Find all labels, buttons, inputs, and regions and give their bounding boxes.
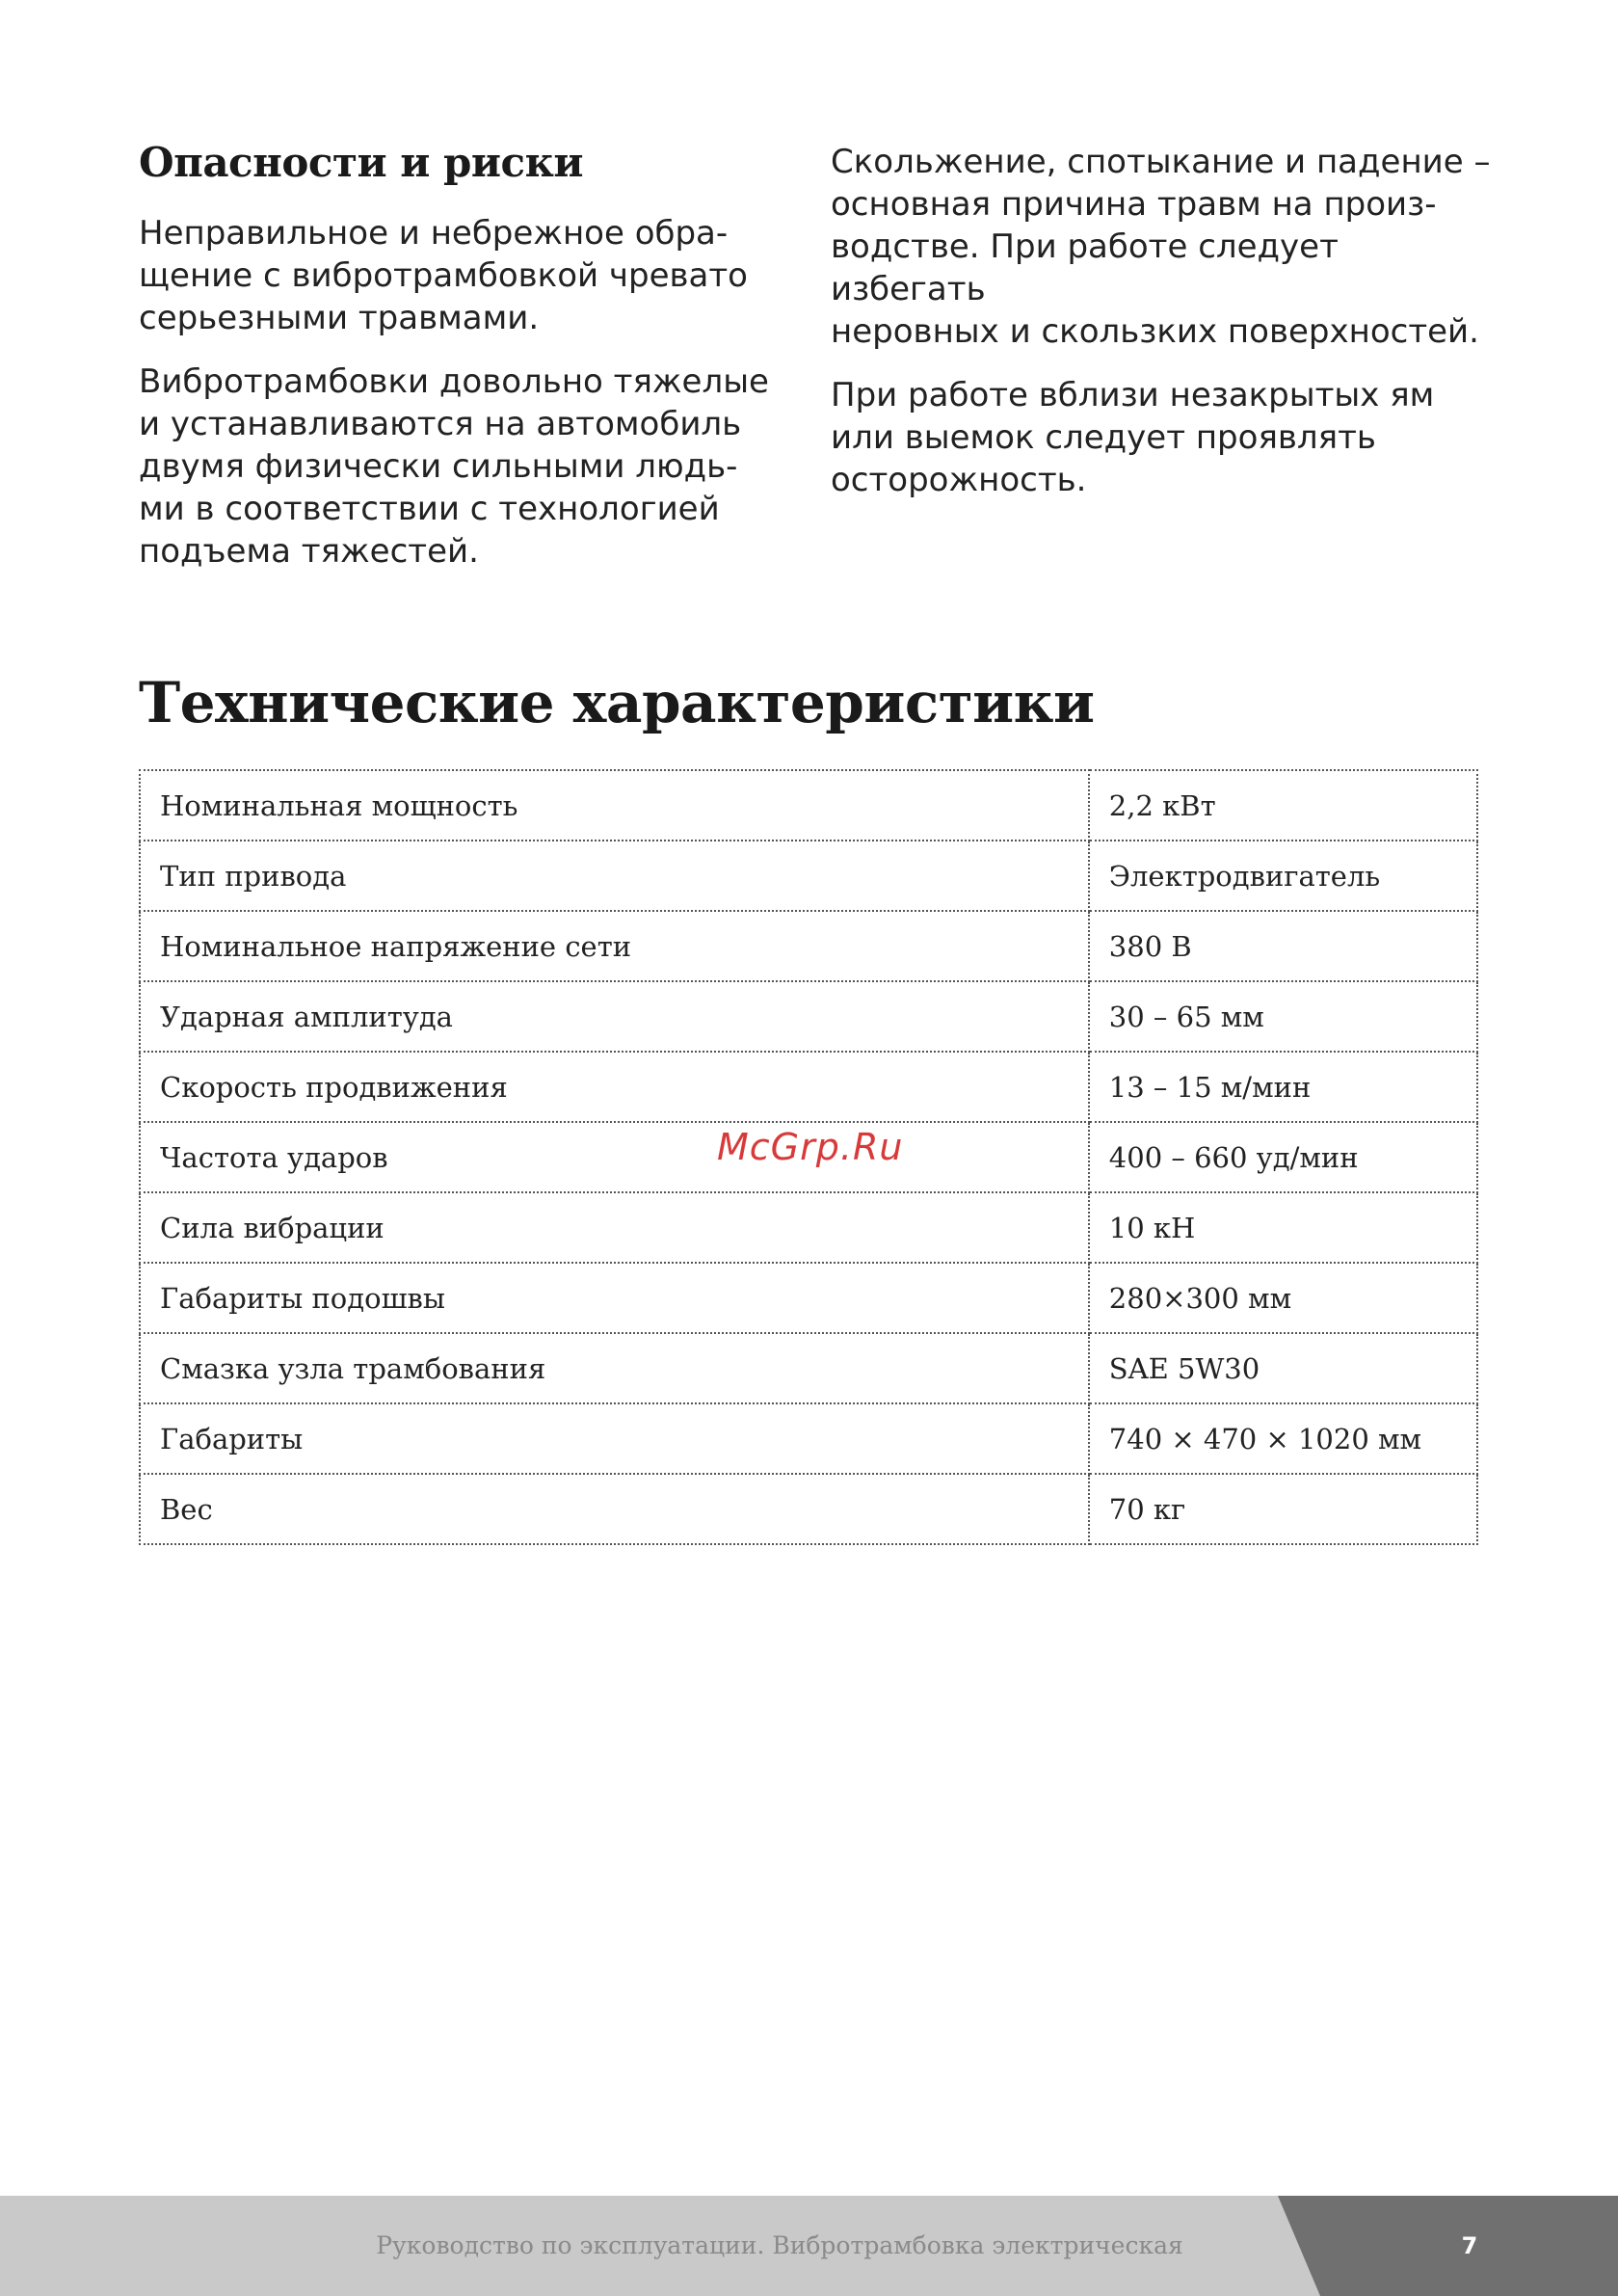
hazards-paragraph bbox=[831, 141, 1496, 353]
hazards-line: основная причина травм на произ- bbox=[831, 185, 1437, 224]
spec-name: Тип привода bbox=[140, 841, 1089, 911]
hazards-line: щение с вибротрамбовкой чревато bbox=[139, 256, 748, 296]
spec-row bbox=[140, 1263, 1477, 1333]
spec-value: 740 × 470 × 1020 мм bbox=[1089, 1403, 1477, 1474]
spec-row bbox=[140, 1192, 1477, 1263]
hazards-paragraph bbox=[139, 212, 775, 339]
spec-row bbox=[140, 1403, 1477, 1474]
hazards-line: и устанавливаются на автомобиль bbox=[139, 405, 742, 444]
hazards-line: Скольжение, спотыкание и падение – bbox=[831, 143, 1491, 181]
spec-value: 13 – 15 м/мин bbox=[1089, 1052, 1477, 1122]
hazards-line: подъема тяжестей. bbox=[139, 532, 479, 572]
hazards-right-column bbox=[831, 141, 1505, 522]
spec-name: Габариты подошвы bbox=[140, 1263, 1089, 1333]
spec-row bbox=[140, 841, 1477, 911]
spec-name: Скорость продвижения bbox=[140, 1052, 1089, 1122]
page-number: 7 bbox=[1461, 2232, 1478, 2259]
spec-value: Электродвигатель bbox=[1089, 841, 1477, 911]
hazards-line: двумя физически сильными людь- bbox=[139, 447, 738, 487]
hazards-line: неровных и скользких поверхностей. bbox=[831, 312, 1479, 351]
hazards-paragraph bbox=[139, 360, 775, 573]
spec-value: SAE 5W30 bbox=[1089, 1333, 1477, 1403]
spec-row bbox=[140, 1333, 1477, 1403]
spec-name: Сила вибрации bbox=[140, 1192, 1089, 1263]
hazards-line: Вибротрамбовки довольно тяжелые bbox=[139, 362, 769, 402]
spec-value: 10 кН bbox=[1089, 1192, 1477, 1263]
hazards-line: водстве. При работе следует избегать bbox=[831, 227, 1339, 308]
spec-row bbox=[140, 1474, 1477, 1544]
spec-value: 2,2 кВт bbox=[1089, 770, 1477, 841]
spec-row bbox=[140, 911, 1477, 981]
spec-name: Вес bbox=[140, 1474, 1089, 1544]
watermark: McGrp.Ru bbox=[717, 1126, 904, 1168]
hazards-paragraph bbox=[831, 374, 1496, 501]
spec-name: Частота ударов bbox=[140, 1122, 1089, 1192]
spec-value: 400 – 660 уд/мин bbox=[1089, 1122, 1477, 1192]
spec-name: Ударная амплитуда bbox=[140, 981, 1089, 1052]
spec-name: Смазка узла трамбования bbox=[140, 1333, 1089, 1403]
hazards-line: ми в соответствии с технологией bbox=[139, 490, 720, 529]
spec-name: Номинальная мощность bbox=[140, 770, 1089, 841]
hazards-left-column bbox=[139, 141, 775, 594]
hazards-line: Неправильное и небрежное обра- bbox=[139, 214, 729, 254]
footer-title: Руководство по эксплуатации. Вибротрамбовка электрическая bbox=[376, 2231, 1183, 2259]
spec-name: Номинальное напряжение сети bbox=[140, 911, 1089, 981]
spec-row bbox=[140, 770, 1477, 841]
spec-name: Габариты bbox=[140, 1403, 1089, 1474]
spec-row bbox=[140, 981, 1477, 1052]
spec-value: 30 – 65 мм bbox=[1089, 981, 1477, 1052]
hazards-line: осторожность. bbox=[831, 461, 1087, 499]
hazards-line: При работе вблизи незакрытых ям bbox=[831, 376, 1435, 414]
spec-value: 70 кг bbox=[1089, 1474, 1477, 1544]
spec-value: 280×300 мм bbox=[1089, 1263, 1477, 1333]
spec-value: 380 В bbox=[1089, 911, 1477, 981]
spec-row bbox=[140, 1052, 1477, 1122]
hazards-heading: Опасности и риски bbox=[139, 139, 584, 186]
hazards-line: или выемок следует проявлять bbox=[831, 418, 1376, 457]
specs-title: Технические характеристики bbox=[139, 670, 1095, 735]
hazards-line: серьезными травмами. bbox=[139, 299, 540, 338]
